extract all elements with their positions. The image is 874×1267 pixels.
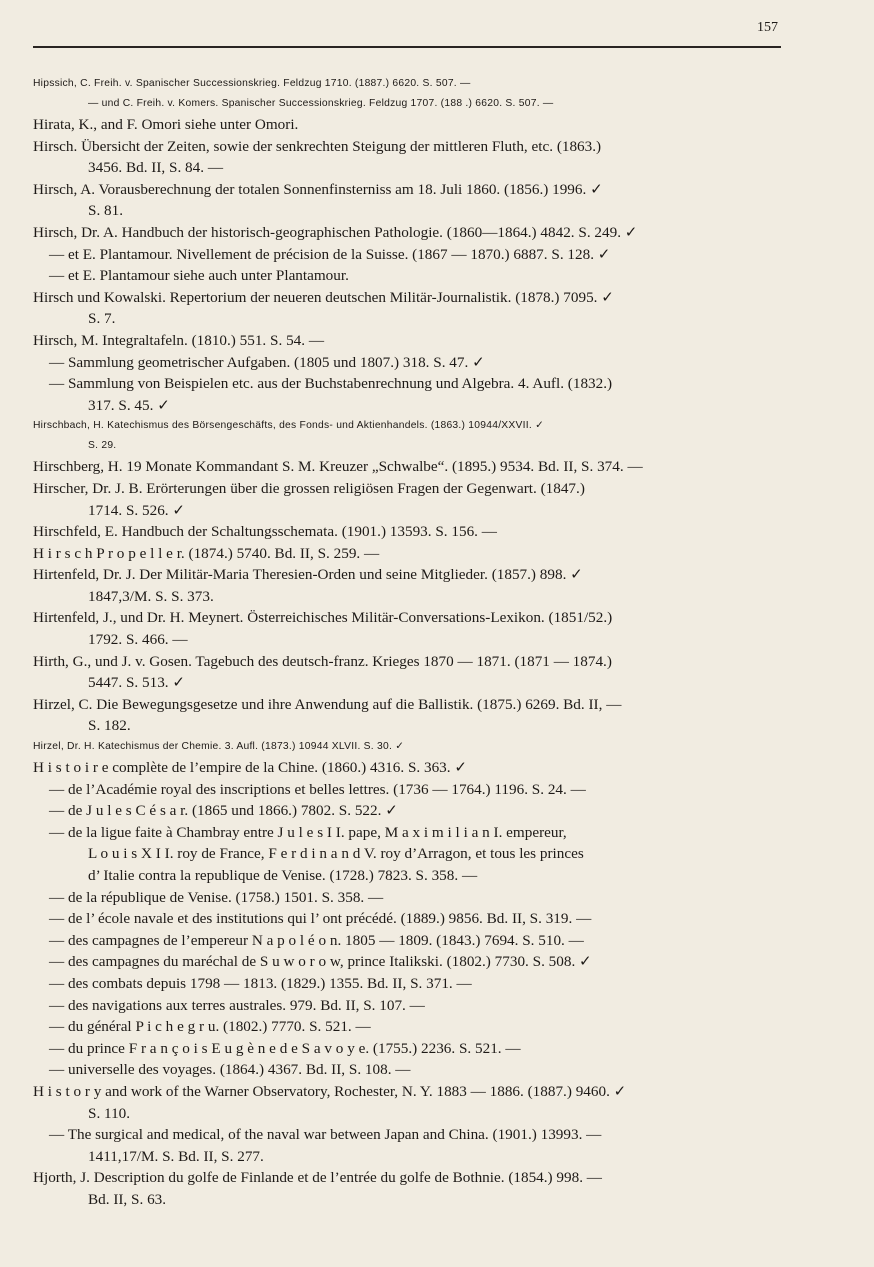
index-entry xyxy=(33,757,823,779)
header-rule xyxy=(33,46,781,48)
index-entry xyxy=(33,1124,823,1167)
entry-continuation-line: 1792. S. 466. — xyxy=(88,631,188,649)
entry-line: Hipssich, C. Freih. v. Spanischer Successionskrieg. Feldzug 1710. (1887.) 6620. S. 507. — xyxy=(33,78,471,89)
index-entry xyxy=(33,737,823,757)
index-entry xyxy=(33,222,823,244)
entry-line: Hirsch, M. Integraltafeln. (1810.) 551. S. 54. — xyxy=(33,331,325,349)
index-entry xyxy=(33,1016,823,1038)
index-entry xyxy=(33,564,823,607)
entry-line: — de l’Académie royal des inscriptions et belles lettres. (1736 — 1764.) 1196. S. 24. — xyxy=(49,780,586,798)
index-entry xyxy=(33,114,823,136)
index-entries xyxy=(33,74,823,1211)
index-entry xyxy=(33,822,823,887)
index-entry xyxy=(33,136,823,179)
entry-line: — universelle des voyages. (1864.) 4367. Bd. II, S. 108. — xyxy=(49,1061,411,1079)
index-entry xyxy=(33,330,823,352)
entry-line: — de la ligue faite à Chambray entre J u l e s I I. pape, M a x i m i l i a n I. empereur, xyxy=(49,823,567,841)
entry-line: — de l’ école navale et des institutions qui l’ ont précédé. (1889.) 9856. Bd. II, S. 319. — xyxy=(49,910,592,928)
entry-line: Hirschfeld, E. Handbuch der Schaltungsschemata. (1901.) 13593. S. 156. — xyxy=(33,523,497,541)
entry-line: — Sammlung von Beispielen etc. aus der Buchstabenrechnung und Algebra. 4. Aufl. (1832.) xyxy=(49,375,613,393)
entry-line: — de J u l e s C é s a r. (1865 und 1866.) 7802. S. 522. ✓ xyxy=(49,802,398,820)
entry-line: Hirscher, Dr. J. B. Erörterungen über die grossen religiösen Fragen der Gegenwart. (1847.) xyxy=(33,479,585,497)
entry-line: — des navigations aux terres australes. 979. Bd. II, S. 107. — xyxy=(49,996,425,1014)
entry-line: Hirtenfeld, J., und Dr. H. Meynert. Österreichisches Militär-Conversations-Lexikon. (1851/52.) xyxy=(33,609,613,627)
index-entry xyxy=(33,887,823,909)
index-entry xyxy=(33,478,823,521)
index-entry xyxy=(33,1167,823,1210)
index-entry xyxy=(33,456,823,478)
index-entry xyxy=(33,1059,823,1081)
entry-continuation-line: d’ Italie contra la republique de Venise. (1728.) 7823. S. 358. — xyxy=(88,867,478,884)
entry-line: Hirsch und Kowalski. Repertorium der neueren deutschen Militär-Journalistik. (1878.) 7095. ✓ xyxy=(33,288,614,306)
entry-line: H i s t o i r e complète de l’empire de la Chine. (1860.) 4316. S. 363. ✓ xyxy=(33,759,468,777)
entry-line: Hirschberg, H. 19 Monate Kommandant S. M. Kreuzer „Schwalbe“. (1895.) 9534. Bd. II, S. 374. — xyxy=(33,458,643,476)
index-entry xyxy=(33,74,823,114)
entry-line: — et E. Plantamour. Nivellement de précision de la Suisse. (1867 — 1870.) 6887. S. 128. ✓ xyxy=(49,245,611,263)
entry-line: Hirsch, Dr. A. Handbuch der historisch-geographischen Pathologie. (1860—1864.) 4842. S. 249. ✓ xyxy=(33,223,638,241)
entry-line: Hirzel, Dr. H. Katechismus der Chemie. 3. Aufl. (1873.) 10944 XLVII. S. 30. ✓ xyxy=(33,741,405,753)
entry-line: — des combats depuis 1798 — 1813. (1829.) 1355. Bd. II, S. 371. — xyxy=(49,974,472,992)
entry-continuation-line: Bd. II, S. 63. xyxy=(88,1190,167,1208)
index-entry xyxy=(33,521,823,543)
index-entry xyxy=(33,287,823,330)
entry-continuation-line: S. 182. xyxy=(88,717,131,735)
entry-line: — The surgical and medical, of the naval war between Japan and China. (1901.) 13993. — xyxy=(49,1126,602,1144)
index-entry xyxy=(33,1038,823,1060)
entry-continuation-line: S. 81. xyxy=(88,202,124,220)
entry-line: — et E. Plantamour siehe auch unter Plantamour. xyxy=(49,267,349,285)
entry-line: Hirsch, A. Vorausberechnung der totalen Sonnenfinsterniss am 18. Juli 1860. (1856.) 1996. ✓ xyxy=(33,180,603,198)
index-entry xyxy=(33,607,823,650)
entry-line: Hirtenfeld, Dr. J. Der Militär-Maria Theresien-Orden und seine Mitglieder. (1857.) 898. ✓ xyxy=(33,566,583,584)
index-entry xyxy=(33,651,823,694)
entry-line: — des campagnes du maréchal de S u w o r o w, prince Italikski. (1802.) 7730. S. 508. ✓ xyxy=(49,953,592,971)
entry-line: — du général P i c h e g r u. (1802.) 7770. S. 521. — xyxy=(49,1018,371,1036)
page-number: 157 xyxy=(757,20,778,35)
index-entry xyxy=(33,265,823,287)
entry-continuation-line: 3456. Bd. II, S. 84. — xyxy=(88,159,224,177)
entry-line: Hirzel, C. Die Bewegungsgesetze und ihre Anwendung auf die Ballistik. (1875.) 6269. Bd. II, — xyxy=(33,695,622,713)
index-entry xyxy=(33,800,823,822)
index-entry xyxy=(33,244,823,266)
index-entry xyxy=(33,973,823,995)
index-entry xyxy=(33,908,823,930)
index-entry xyxy=(33,779,823,801)
entry-line: H i s t o r y and work of the Warner Observatory, Rochester, N. Y. 1883 — 1886. (1887.) 9460. ✓ xyxy=(33,1082,627,1100)
index-entry xyxy=(33,930,823,952)
index-entry xyxy=(33,543,823,565)
index-entry xyxy=(33,694,823,737)
index-entry xyxy=(33,179,823,222)
index-entry xyxy=(33,951,823,973)
entry-continuation-line: S. 110. xyxy=(88,1104,131,1122)
entry-continuation-line: 1714. S. 526. ✓ xyxy=(88,501,186,519)
entry-line: — Sammlung geometrischer Aufgaben. (1805 und 1807.) 318. S. 47. ✓ xyxy=(49,353,485,371)
entry-continuation-line: S. 7. xyxy=(88,310,116,328)
entry-continuation-line: — und C. Freih. v. Komers. Spanischer Successionskrieg. Feldzug 1707. (188 .) 6620. S. 507. — xyxy=(88,98,554,109)
index-entry xyxy=(33,416,823,456)
entry-line: Hirth, G., und J. v. Gosen. Tagebuch des deutsch-franz. Krieges 1870 — 1871. (1871 — 1874.) xyxy=(33,652,612,670)
entry-line: — de la république de Venise. (1758.) 1501. S. 358. — xyxy=(49,888,384,906)
entry-line: Hirschbach, H. Katechismus des Börsengeschäfts, des Fonds- und Aktienhandels. (1863.) 10944/XXVII. ✓ xyxy=(33,420,544,432)
entry-continuation-line: 5447. S. 513. ✓ xyxy=(88,674,186,692)
index-entry xyxy=(33,352,823,374)
entry-line: — des campagnes de l’empereur N a p o l é o n. 1805 — 1809. (1843.) 7694. S. 510. — xyxy=(49,931,584,949)
entry-continuation-line: L o u i s X I I. roy de France, F e r d i n a n d V. roy d’Arragon, et tous les princes xyxy=(88,845,584,863)
entry-continuation-line: 1411,17/M. S. Bd. II, S. 277. xyxy=(88,1147,264,1165)
entry-line: Hirata, K., and F. Omori siehe unter Omori. xyxy=(33,116,299,133)
index-entry xyxy=(33,995,823,1017)
index-entry xyxy=(33,1081,823,1124)
entry-continuation-line: 1847,3/M. S. S. 373. xyxy=(88,587,214,605)
entry-line: Hirsch. Übersicht der Zeiten, sowie der senkrechten Steigung der mittleren Fluth, etc. (1863.) xyxy=(33,137,602,155)
entry-line: H i r s c h P r o p e l l e r. (1874.) 5740. Bd. II, S. 259. — xyxy=(33,544,380,562)
entry-continuation-line: S. 29. xyxy=(88,440,117,452)
entry-line: Hjorth, J. Description du golfe de Finlande et de l’entrée du golfe de Bothnie. (1854.) 998. — xyxy=(33,1169,602,1187)
index-entry xyxy=(33,373,823,416)
entry-line: — du prince F r a n ç o i s E u g è n e d e S a v o y e. (1755.) 2236. S. 521. — xyxy=(49,1039,521,1057)
entry-continuation-line: 317. S. 45. ✓ xyxy=(88,396,170,414)
